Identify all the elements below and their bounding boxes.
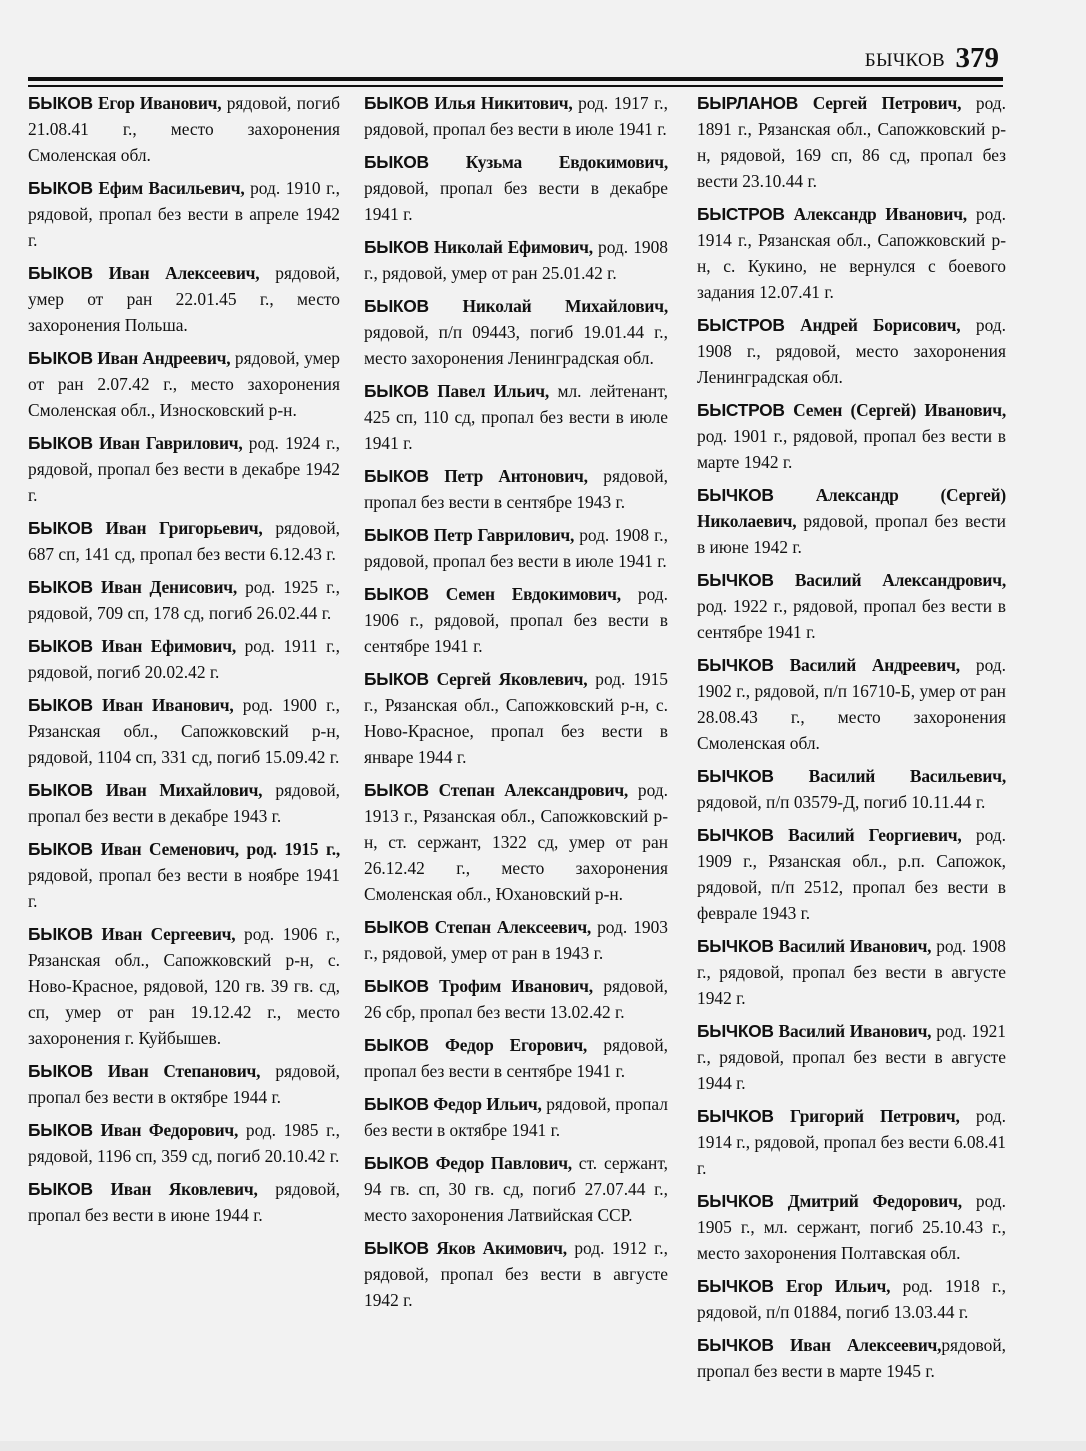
entry-surname: БЫКОВ: [28, 839, 93, 859]
entry-details: рядовой, пропал без вести в июне 1944 г.: [28, 1179, 340, 1225]
entry-given-name: Иван Ефимович,: [101, 636, 236, 656]
entry-details: род. 1908 г., рядовой, пропал без вести в июле 1941 г.: [364, 525, 668, 571]
entry-given-name: Федор Павлович,: [435, 1153, 572, 1173]
entry: [28, 515, 340, 567]
entry: [28, 692, 340, 770]
entry-surname: БЫКОВ: [28, 263, 93, 283]
entry-given-name: Иван Сергеевич,: [101, 924, 236, 944]
entry-details: род. 1925 г., рядовой, 709 сп, 178 сд, погиб 26.02.44 г.: [28, 577, 340, 623]
entry-given-name: Григорий Петрович,: [789, 1106, 960, 1126]
entry: [28, 777, 340, 829]
entry-given-name: Семен Евдокимович,: [445, 584, 621, 604]
entry-given-name: Иван Федорович,: [100, 1120, 239, 1140]
entry-given-name: Иван Григорьевич,: [105, 518, 263, 538]
entry-details: род. 1903 г., рядовой, умер от ран в 1943 г.: [364, 917, 668, 963]
entry-given-name: Иван Семенович, род. 1915 г.,: [100, 839, 340, 859]
entry-surname: БЫКОВ: [364, 1094, 429, 1114]
entry: [697, 763, 1006, 815]
entry: [364, 666, 668, 770]
entry-surname: БЫКОВ: [364, 466, 429, 486]
entry-given-name: Семен (Сергей) Иванович,: [793, 400, 1006, 420]
entry-given-name: Николай Ефимович,: [433, 237, 593, 257]
entry: [697, 201, 1006, 305]
entry-details: род. 1914 г., рядовой, пропал без вести 6.08.41 г.: [697, 1106, 1006, 1178]
entry-given-name: Василий Георгиевич,: [788, 825, 962, 845]
entry-surname: БЫЧКОВ: [697, 936, 774, 956]
entry-given-name: Николай Михайлович,: [462, 296, 668, 316]
entry-given-name: Иван Алексеевич,: [789, 1335, 942, 1355]
running-head: БЫЧКОВ: [864, 50, 945, 71]
entry-given-name: Федор Егорович,: [444, 1035, 588, 1055]
entry-details: род. 1900 г., Рязанская обл., Сапожковский р-н, рядовой, 1104 сп, 331 сд, погиб 15.09.42 г.: [28, 695, 340, 767]
entry: [28, 1176, 340, 1228]
entry-surname: БЫКОВ: [364, 525, 429, 545]
entry-details: род. 1917 г., рядовой, пропал без вести в июле 1941 г.: [364, 93, 668, 139]
entry-details: род. 1912 г., рядовой, пропал без вести в августе 1942 г.: [364, 1238, 668, 1310]
entry-given-name: Иван Иванович,: [101, 695, 234, 715]
entry-given-name: Павел Ильич,: [437, 381, 550, 401]
entry-given-name: Сергей Яковлевич,: [436, 669, 588, 689]
page-bottom-edge: [0, 1441, 1086, 1451]
entry-given-name: Иван Михайлович,: [105, 780, 263, 800]
entry: [28, 260, 340, 338]
entry: [364, 777, 668, 907]
entry-details: род. 1913 г., Рязанская обл., Сапожковский р-н, ст. сержант, 1322 сд, умер от ран 26.12.42 г., место захоронения Смоленская обл., Юхановский р-н.: [364, 780, 668, 904]
entry: [364, 463, 668, 515]
entry-surname: БЫЧКОВ: [697, 655, 774, 675]
entry-surname: БЫКОВ: [364, 296, 429, 316]
entry-surname: БЫЧКОВ: [697, 1191, 774, 1211]
entry: [28, 1058, 340, 1110]
entry-surname: БЫСТРОВ: [697, 204, 785, 224]
entry-surname: БЫРЛАНОВ: [697, 93, 799, 113]
entry-surname: БЫКОВ: [28, 1120, 93, 1140]
entry-given-name: Петр Гаврилович,: [433, 525, 575, 545]
entry-details: род. 1891 г., Рязанская обл., Сапожковский р-н, рядовой, 169 сп, 86 сд, пропал без вести 23.10.44 г.: [697, 93, 1006, 191]
entry: [364, 1091, 668, 1143]
entry-given-name: Василий Андреевич,: [789, 655, 960, 675]
entry-details: род. 1910 г., рядовой, пропал без вести в апреле 1942 г.: [28, 178, 340, 250]
entry: [697, 90, 1006, 194]
entry-details: род. 1924 г., рядовой, пропал без вести в декабре 1942 г.: [28, 433, 340, 505]
entry-given-name: Иван Гаврилович,: [98, 433, 243, 453]
entry: [697, 1332, 1006, 1384]
entry: [364, 1032, 668, 1084]
entry-surname: БЫКОВ: [364, 780, 429, 800]
entry: [28, 175, 340, 253]
entry-details: рядовой, п/п 03579-Д, погиб 10.11.44 г.: [697, 792, 986, 812]
entry-surname: БЫЧКОВ: [697, 1335, 774, 1355]
entry-given-name: Егор Иванович,: [98, 93, 222, 113]
entry: [364, 973, 668, 1025]
entry-surname: БЫКОВ: [364, 584, 429, 604]
entry-surname: БЫКОВ: [364, 917, 429, 937]
entry: [364, 90, 668, 142]
entry-given-name: Василий Иванович,: [778, 936, 932, 956]
entry-details: род. 1908 г., рядовой, умер от ран 25.01.42 г.: [364, 237, 668, 283]
entry-details: рядовой, пропал без вести в сентябре 1943 г.: [364, 466, 668, 512]
entry-given-name: Иван Андреевич,: [97, 348, 231, 368]
entry-details: рядовой, пропал без вести в октябре 1944 г.: [28, 1061, 341, 1107]
entry: [697, 1018, 1006, 1096]
entry-surname: БЫКОВ: [364, 976, 429, 996]
entry: [364, 378, 668, 456]
entry: [28, 345, 340, 423]
entry: [28, 430, 340, 508]
entry-surname: БЫСТРОВ: [697, 315, 785, 335]
entry: [364, 293, 668, 371]
entry-details: род. 1922 г., рядовой, пропал без вести в сентябре 1941 г.: [697, 596, 1006, 642]
entry-details: род. 1909 г., Рязанская обл., р.п. Сапожок, рядовой, п/п 2512, пропал без вести в феврале 1943 г.: [697, 825, 1006, 923]
entry-surname: БЫКОВ: [28, 433, 93, 453]
entry-surname: БЫКОВ: [28, 636, 93, 656]
entry-given-name: Василий Александрович,: [794, 570, 1006, 590]
entry-details: рядовой, пропал без вести в ноябре 1941 г.: [28, 865, 340, 911]
entry: [364, 581, 668, 659]
entry-details: рядовой, погиб 21.08.41 г., место захоронения Смоленская обл.: [28, 93, 340, 165]
entry-surname: БЫЧКОВ: [697, 570, 774, 590]
entry-surname: БЫКОВ: [28, 780, 93, 800]
entry-given-name: Степан Алексеевич,: [434, 917, 592, 937]
entry-details: рядовой, пропал без вести в марте 1945 г.: [697, 1335, 1006, 1381]
entry-details: рядовой, 687 сп, 141 сд, пропал без вести 6.12.43 г.: [28, 518, 340, 564]
entry-given-name: Трофим Иванович,: [439, 976, 593, 996]
entry-surname: БЫКОВ: [28, 178, 93, 198]
entry-surname: БЫЧКОВ: [697, 1106, 774, 1126]
entry: [697, 822, 1006, 926]
entry-details: рядовой, пропал без вести в сентябре 1941 г.: [364, 1035, 668, 1081]
entry-given-name: Петр Антонович,: [444, 466, 588, 486]
entry-surname: БЫКОВ: [364, 381, 429, 401]
entry: [697, 397, 1006, 475]
header-rule-thick: [28, 77, 1003, 81]
entry-details: род. 1914 г., Рязанская обл., Сапожковский р-н, с. Кукино, не вернулся с боевого задания 12.07.41 г.: [697, 204, 1006, 302]
entry-surname: БЫКОВ: [28, 1061, 93, 1081]
entry-details: мл. лейтенант, 425 сп, 110 сд, пропал без вести в июле 1941 г.: [364, 381, 668, 453]
entry-given-name: Егор Ильич,: [786, 1276, 891, 1296]
entry-surname: БЫКОВ: [28, 1179, 93, 1199]
entry-surname: БЫЧКОВ: [697, 485, 774, 505]
entry-details: род. 1901 г., рядовой, пропал без вести в марте 1942 г.: [697, 426, 1006, 472]
entry-details: род. 1905 г., мл. сержант, погиб 25.10.43 г., место захоронения Полтавская обл.: [697, 1191, 1007, 1263]
entry: [364, 1150, 668, 1228]
entry-details: род. 1906 г., Рязанская обл., Сапожковский р-н, с. Ново-Красное, рядовой, 120 гв. 39 гв. сд, сп, умер от ран 19.12.42 г., место захоронения г. Куйбышев.: [28, 924, 340, 1048]
entry: [28, 836, 340, 914]
entry-given-name: Сергей Петрович,: [812, 93, 962, 113]
entry-details: рядовой, 26 сбр, пропал без вести 13.02.42 г.: [364, 976, 668, 1022]
entry-surname: БЫКОВ: [28, 93, 93, 113]
entry-surname: БЫКОВ: [28, 518, 93, 538]
entry: [364, 234, 668, 286]
entry-surname: БЫКОВ: [364, 1153, 429, 1173]
entry: [697, 567, 1006, 645]
entry-given-name: Кузьма Евдокимович,: [465, 152, 668, 172]
entry: [28, 633, 340, 685]
entry-details: род. 1915 г., Рязанская обл., Сапожковский р-н, с. Ново-Красное, пропал без вести в январе 1944 г.: [364, 669, 668, 767]
entry-details: рядовой, умер от ран 2.07.42 г., место захоронения Смоленская обл., Износковский р-н.: [28, 348, 340, 420]
entry-surname: БЫКОВ: [28, 577, 93, 597]
entry-given-name: Иван Яковлевич,: [110, 1179, 258, 1199]
entry: [697, 482, 1006, 560]
entry-details: род. 1906 г., рядовой, пропал без вести в сентябре 1941 г.: [364, 584, 668, 656]
entry-surname: БЫЧКОВ: [697, 825, 774, 845]
entry-surname: БЫКОВ: [28, 924, 93, 944]
entry-surname: БЫСТРОВ: [697, 400, 785, 420]
entry-details: рядовой, пропал без вести в декабре 1943 г.: [28, 780, 341, 826]
column-1: [28, 90, 340, 1235]
entry-given-name: Степан Александрович,: [438, 780, 629, 800]
entry-surname: БЫКОВ: [364, 1035, 429, 1055]
entry-details: род. 1911 г., рядовой, погиб 20.02.42 г.: [28, 636, 340, 682]
entry: [697, 1273, 1006, 1325]
entry-given-name: Федор Ильич,: [433, 1094, 542, 1114]
entry-details: рядовой, умер от ран 22.01.45 г., место захоронения Польша.: [28, 263, 340, 335]
entry-surname: БЫКОВ: [364, 669, 429, 689]
column-2: [364, 90, 668, 1320]
column-3: [697, 90, 1006, 1391]
entry-details: род. 1918 г., рядовой, п/п 01884, погиб 13.03.44 г.: [697, 1276, 1006, 1322]
entry-surname: БЫЧКОВ: [697, 766, 774, 786]
entry-given-name: Александр (Сергей) Николаевич,: [697, 485, 1006, 531]
entry: [28, 921, 340, 1051]
entry: [364, 149, 668, 227]
entry-given-name: Василий Иванович,: [778, 1021, 932, 1041]
entry-given-name: Ефим Васильевич,: [98, 178, 245, 198]
entry-given-name: Иван Степанович,: [107, 1061, 261, 1081]
entry: [364, 1235, 668, 1313]
entry-details: рядовой, пропал без вести в декабре 1941 г.: [364, 178, 668, 224]
entry-given-name: Василий Васильевич,: [808, 766, 1006, 786]
entry: [28, 574, 340, 626]
entry: [364, 522, 668, 574]
page-number: 379: [955, 42, 999, 74]
entry-details: род. 1985 г., рядовой, 1196 сп, 359 сд, погиб 20.10.42 г.: [28, 1120, 340, 1166]
entry-details: род. 1902 г., рядовой, п/п 16710-Б, умер от ран 28.08.43 г., место захоронения Смоленская обл.: [697, 655, 1006, 753]
entry-surname: БЫКОВ: [364, 1238, 429, 1258]
entry: [28, 90, 340, 168]
entry-given-name: Андрей Борисович,: [800, 315, 961, 335]
entry-surname: БЫКОВ: [28, 348, 93, 368]
entry: [697, 1188, 1006, 1266]
entry-surname: БЫЧКОВ: [697, 1276, 774, 1296]
entry-details: род. 1908 г., рядовой, пропал без вести в августе 1942 г.: [697, 936, 1006, 1008]
entry: [697, 933, 1006, 1011]
entry-surname: БЫКОВ: [364, 152, 429, 172]
entry-surname: БЫЧКОВ: [697, 1021, 774, 1041]
entry: [697, 1103, 1006, 1181]
entry-details: род. 1921 г., рядовой, пропал без вести в августе 1944 г.: [697, 1021, 1006, 1093]
entry-surname: БЫКОВ: [364, 237, 429, 257]
entry-given-name: Дмитрий Федорович,: [787, 1191, 962, 1211]
entry: [697, 652, 1006, 756]
page-header: [28, 42, 1003, 78]
entry-given-name: Иван Алексеевич,: [108, 263, 260, 283]
entry-details: род. 1908 г., рядовой, место захоронения Ленинградская обл.: [697, 315, 1007, 387]
entry-given-name: Илья Никитович,: [434, 93, 573, 113]
entry-given-name: Александр Иванович,: [793, 204, 967, 224]
entry-given-name: Яков Акимович,: [436, 1238, 567, 1258]
entry-details: ст. сержант, 94 гв. сп, 30 гв. сд, погиб 27.07.44 г., место захоронения Латвийская ССР.: [364, 1153, 668, 1225]
entry-given-name: Иван Денисович,: [100, 577, 238, 597]
entry: [364, 914, 668, 966]
entry-surname: БЫКОВ: [364, 93, 429, 113]
entry-details: рядовой, пропал без вести в июне 1942 г.: [697, 511, 1006, 557]
header-rule-thin: [28, 85, 1003, 87]
entry-details: рядовой, пропал без вести в октябре 1941 г.: [364, 1094, 668, 1140]
entry: [28, 1117, 340, 1169]
entry-details: рядовой, п/п 09443, погиб 19.01.44 г., место захоронения Ленинградская обл.: [364, 322, 668, 368]
entry-surname: БЫКОВ: [28, 695, 93, 715]
entry: [697, 312, 1006, 390]
